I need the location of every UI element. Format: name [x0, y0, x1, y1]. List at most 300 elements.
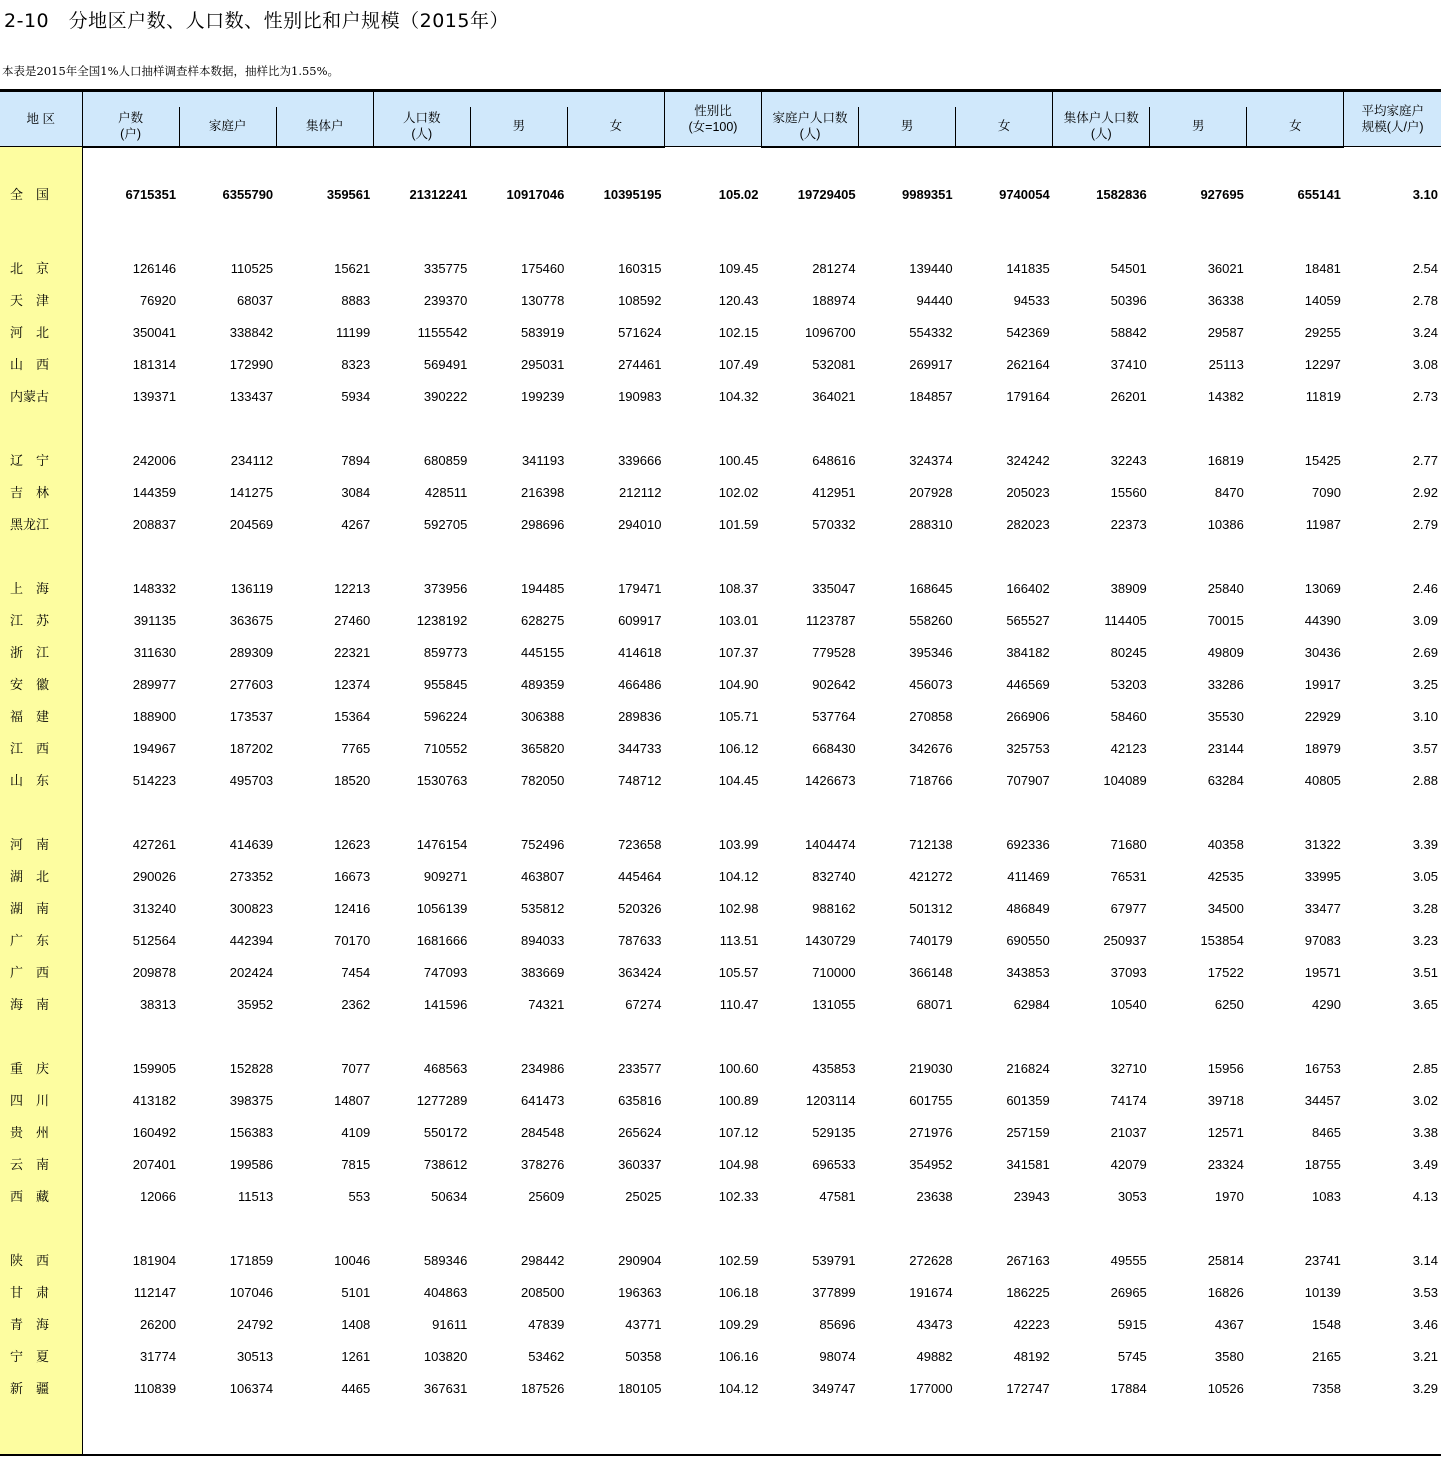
table-cell: 6250 [1214, 996, 1244, 1012]
table-cell: 35952 [237, 996, 274, 1012]
table-cell: 38313 [139, 996, 177, 1012]
table-cell: 11513 [237, 1188, 274, 1204]
table-row [0, 705, 1441, 737]
table-cell: 104.12 [718, 1380, 759, 1396]
table-cell: 565527 [1006, 612, 1050, 628]
table-cell: 4.13 [1412, 1188, 1438, 1204]
table-cell: 102.02 [718, 484, 759, 500]
table-cell: 14807 [334, 1092, 371, 1108]
table-cell: 325753 [1006, 740, 1050, 756]
table-cell: 105.57 [718, 964, 759, 980]
table-cell: 7454 [341, 964, 371, 980]
table-cell: 391135 [133, 612, 177, 628]
table-cell: 126146 [132, 260, 177, 276]
table-cell: 1582836 [1096, 187, 1147, 202]
header-population-female: 女 [567, 107, 664, 147]
table-cell: 216824 [1006, 1060, 1050, 1076]
table-cell: 273352 [229, 868, 274, 884]
table-row [0, 1281, 1441, 1313]
table-cell: 10526 [1207, 1380, 1244, 1396]
table-cell: 3.53 [1412, 1284, 1438, 1300]
table-cell: 1096700 [804, 324, 856, 340]
region-name: 北 京 [0, 257, 82, 289]
table-cell: 18481 [1304, 260, 1341, 276]
table-cell: 26200 [139, 1316, 177, 1332]
table-cell: 349747 [812, 1380, 856, 1396]
table-cell: 250937 [1103, 932, 1147, 948]
region-name: 黑龙江 [0, 513, 82, 545]
region-name: 青 海 [0, 1313, 82, 1345]
region-name: 云 南 [0, 1153, 82, 1185]
table-cell: 2362 [341, 996, 371, 1012]
region-name: 广 西 [0, 961, 82, 993]
table-cell: 9740054 [999, 187, 1050, 202]
header-sex-ratio: 性别比 (女=100) [664, 91, 761, 147]
table-cell: 289977 [132, 676, 177, 692]
table-cell: 30436 [1304, 644, 1341, 660]
table-cell: 324242 [1006, 452, 1050, 468]
table-cell: 1123787 [805, 612, 856, 628]
region-name: 全 国 [0, 147, 82, 257]
table-cell: 233577 [618, 1060, 662, 1076]
table-cell: 927695 [1200, 187, 1244, 202]
table-cell: 37093 [1110, 964, 1147, 980]
table-cell: 601755 [909, 1092, 953, 1108]
table-cell: 49555 [1110, 1252, 1147, 1268]
table-cell: 3.28 [1412, 900, 1438, 916]
table-cell: 105.02 [718, 186, 759, 202]
table-row [0, 1377, 1441, 1409]
table-cell: 641473 [520, 1092, 565, 1108]
table-cell: 1426673 [804, 772, 856, 788]
table-cell: 3084 [341, 484, 371, 500]
table-cell: 1548 [1312, 1316, 1341, 1332]
table-cell: 335775 [423, 260, 468, 276]
table-cell: 54501 [1110, 260, 1147, 276]
table-cell: 67274 [625, 996, 662, 1012]
table-cell: 514223 [132, 772, 177, 788]
table-cell: 21037 [1110, 1124, 1147, 1140]
table-cell: 102.33 [718, 1188, 759, 1204]
table-cell: 3580 [1214, 1348, 1244, 1364]
table-cell: 160315 [618, 260, 662, 276]
table-cell: 23144 [1207, 740, 1244, 756]
table-cell: 696533 [812, 1156, 856, 1172]
table-cell: 68037 [237, 292, 274, 308]
table-cell: 219030 [909, 1060, 953, 1076]
table-cell: 4109 [341, 1124, 371, 1140]
table-cell: 428511 [424, 484, 468, 500]
table-cell: 740179 [909, 932, 953, 948]
table-cell: 265624 [618, 1124, 662, 1140]
table-cell: 180105 [618, 1380, 662, 1396]
table-cell: 107.49 [718, 356, 759, 372]
table-cell: 269917 [909, 356, 953, 372]
table-cell: 148332 [132, 580, 177, 596]
table-cell: 281274 [812, 260, 856, 276]
table-cell: 1083 [1312, 1188, 1341, 1204]
table-cell: 216398 [520, 484, 565, 500]
table-cell: 738612 [423, 1156, 468, 1172]
table-cell: 350041 [132, 324, 177, 340]
table-cell: 712138 [909, 836, 953, 852]
table-cell: 421272 [909, 868, 953, 884]
table-cell: 3.38 [1412, 1124, 1438, 1140]
table-cell: 553 [348, 1188, 371, 1204]
table-cell: 12066 [139, 1188, 177, 1204]
table-cell: 160492 [132, 1124, 177, 1140]
table-cell: 668430 [812, 740, 856, 756]
table-cell: 363424 [618, 964, 662, 980]
table-cell: 10540 [1110, 996, 1147, 1012]
table-cell: 71680 [1110, 836, 1147, 852]
region-name: 辽 宁 [0, 449, 82, 481]
table-cell: 11199 [336, 324, 371, 340]
table-cell: 112147 [133, 1284, 177, 1300]
table-cell: 156383 [229, 1124, 274, 1140]
table-cell: 179471 [618, 580, 662, 596]
table-cell: 36338 [1207, 292, 1244, 308]
table-cell: 6715351 [125, 187, 177, 202]
table-cell: 40358 [1207, 836, 1244, 852]
table-cell: 859773 [423, 644, 468, 660]
table-cell: 1681666 [416, 932, 468, 948]
table-cell: 63284 [1207, 772, 1244, 788]
table-cell: 289309 [229, 644, 274, 660]
table-cell: 257159 [1006, 1124, 1050, 1140]
table-cell: 692336 [1006, 836, 1050, 852]
table-cell: 3.02 [1412, 1092, 1438, 1108]
table-cell: 313240 [132, 900, 177, 916]
table-cell: 12623 [334, 836, 371, 852]
table-cell: 10139 [1304, 1284, 1341, 1300]
table-cell: 199239 [520, 388, 565, 404]
table-cell: 592705 [423, 516, 468, 532]
table-row [0, 1249, 1441, 1281]
table-cell: 33995 [1304, 868, 1341, 884]
table-cell: 1530763 [416, 772, 468, 788]
national-total-row [0, 147, 1441, 257]
table-cell: 363675 [229, 612, 274, 628]
table-cell: 520326 [618, 900, 662, 916]
table-cell: 131055 [812, 996, 856, 1012]
table-cell: 2.78 [1412, 292, 1438, 308]
table-cell: 242006 [132, 452, 177, 468]
table-cell: 35530 [1207, 708, 1244, 724]
table-cell: 91611 [432, 1316, 468, 1332]
table-cell: 341581 [1006, 1156, 1050, 1172]
table-cell: 33286 [1207, 676, 1244, 692]
table-cell: 16826 [1207, 1284, 1244, 1300]
table-cell: 2.77 [1412, 452, 1438, 468]
table-cell: 554332 [909, 324, 953, 340]
table-cell: 748712 [618, 772, 662, 788]
table-cell: 43473 [916, 1316, 953, 1332]
table-row [0, 449, 1441, 481]
table-cell: 542369 [1006, 324, 1050, 340]
table-cell: 74321 [528, 996, 565, 1012]
table-cell: 43771 [625, 1316, 662, 1332]
table-cell: 181904 [132, 1252, 177, 1268]
table-cell: 2.69 [1412, 644, 1438, 660]
table-cell: 300823 [229, 900, 274, 916]
table-cell: 290904 [618, 1252, 662, 1268]
table-cell: 110525 [230, 260, 274, 276]
table-cell: 413182 [132, 1092, 177, 1108]
region-name: 海 南 [0, 993, 82, 1025]
table-cell: 194967 [132, 740, 177, 756]
table-cell: 445464 [618, 868, 662, 884]
table-cell: 172747 [1006, 1380, 1050, 1396]
table-cell: 648616 [812, 452, 856, 468]
table-cell: 190983 [618, 388, 662, 404]
table-cell: 3.08 [1412, 356, 1438, 372]
table-cell: 445155 [520, 644, 565, 660]
table-cell: 104.45 [718, 772, 759, 788]
table-cell: 202424 [229, 964, 274, 980]
table-cell: 49809 [1207, 644, 1244, 660]
table-cell: 207401 [132, 1156, 177, 1172]
table-cell: 103820 [423, 1348, 468, 1364]
table-cell: 24792 [237, 1316, 274, 1332]
table-row [0, 257, 1441, 289]
spacer-row [0, 1409, 1441, 1455]
table-cell: 62984 [1013, 996, 1050, 1012]
table-cell: 208500 [520, 1284, 565, 1300]
table-cell: 2.79 [1412, 516, 1438, 532]
table-cell: 4465 [341, 1380, 371, 1396]
table-cell: 30513 [237, 1348, 274, 1364]
table-cell: 17522 [1207, 964, 1244, 980]
table-cell: 5915 [1117, 1316, 1147, 1332]
table-cell: 53203 [1110, 676, 1147, 692]
header-region: 地 区 [0, 91, 82, 147]
table-cell: 177000 [909, 1380, 953, 1396]
region-name: 湖 北 [0, 865, 82, 897]
table-cell: 16673 [334, 868, 371, 884]
table-cell: 373956 [423, 580, 468, 596]
table-cell: 3.05 [1412, 868, 1438, 884]
table-row [0, 1313, 1441, 1345]
table-cell: 468563 [423, 1060, 468, 1076]
table-cell: 628275 [520, 612, 565, 628]
table-cell: 655141 [1297, 187, 1341, 202]
spacer-row [0, 1217, 1441, 1249]
table-cell: 94440 [916, 292, 953, 308]
table-cell: 3.09 [1412, 612, 1438, 628]
table-row [0, 641, 1441, 673]
header-collective-households: 集体户 [276, 107, 373, 147]
table-row [0, 737, 1441, 769]
table-cell: 5745 [1117, 1348, 1147, 1364]
table-cell: 354952 [909, 1156, 953, 1172]
region-name: 宁 夏 [0, 1345, 82, 1377]
table-cell: 139371 [132, 388, 177, 404]
region-name: 吉 林 [0, 481, 82, 513]
table-cell: 570332 [812, 516, 856, 532]
table-cell: 3.46 [1412, 1316, 1438, 1332]
table-row [0, 673, 1441, 705]
table-row [0, 1057, 1441, 1089]
table-cell: 199586 [229, 1156, 274, 1172]
table-cell: 103.99 [718, 836, 759, 852]
table-cell: 12416 [334, 900, 371, 916]
table-cell: 141596 [423, 996, 468, 1012]
table-cell: 7894 [341, 452, 371, 468]
table-row [0, 897, 1441, 929]
table-cell: 414618 [618, 644, 662, 660]
region-name: 浙 江 [0, 641, 82, 673]
table-cell: 366148 [909, 964, 953, 980]
region-name: 山 西 [0, 353, 82, 385]
region-name: 重 庆 [0, 1057, 82, 1089]
table-cell: 141835 [1006, 260, 1050, 276]
table-cell: 4367 [1214, 1316, 1244, 1332]
table-cell: 187202 [229, 740, 274, 756]
table-cell: 50358 [625, 1348, 662, 1364]
table-cell: 782050 [520, 772, 565, 788]
table-cell: 3.21 [1412, 1348, 1438, 1364]
table-cell: 262164 [1006, 356, 1050, 372]
table-cell: 19729405 [797, 187, 856, 202]
table-cell: 70170 [334, 932, 371, 948]
table-cell: 94533 [1013, 292, 1050, 308]
table-cell: 10046 [334, 1252, 371, 1268]
table-cell: 74174 [1110, 1092, 1147, 1108]
table-cell: 14059 [1304, 292, 1341, 308]
table-cell: 104.98 [718, 1156, 759, 1172]
table-cell: 58460 [1110, 708, 1147, 724]
table-cell: 136119 [230, 580, 274, 596]
table-cell: 106.18 [718, 1284, 759, 1300]
table-cell: 234112 [230, 452, 274, 468]
table-cell: 463807 [520, 868, 565, 884]
table-row [0, 929, 1441, 961]
table-cell: 341193 [521, 452, 565, 468]
table-cell: 173537 [229, 708, 274, 724]
table-cell: 188900 [132, 708, 177, 724]
table-cell: 529135 [812, 1124, 856, 1140]
table-cell: 159905 [132, 1060, 177, 1076]
table-cell: 377899 [812, 1284, 856, 1300]
table-cell: 10386 [1207, 516, 1244, 532]
table-cell: 5934 [341, 388, 371, 404]
table-cell: 110839 [133, 1380, 177, 1396]
region-name: 河 南 [0, 833, 82, 865]
table-cell: 130778 [520, 292, 565, 308]
table-cell: 1203114 [805, 1092, 856, 1108]
table-cell: 383669 [520, 964, 565, 980]
header-population-male: 男 [470, 107, 567, 147]
table-row [0, 289, 1441, 321]
region-name: 西 藏 [0, 1185, 82, 1217]
table-cell: 710000 [812, 964, 856, 980]
table-cell: 109.45 [718, 260, 759, 276]
table-cell: 277603 [229, 676, 274, 692]
table-cell: 76920 [139, 292, 177, 308]
table-cell: 76531 [1110, 868, 1147, 884]
table-cell: 306388 [520, 708, 565, 724]
table-cell: 120.43 [718, 292, 759, 308]
table-cell: 27460 [334, 612, 371, 628]
table-cell: 690550 [1006, 932, 1050, 948]
table-cell: 412951 [812, 484, 856, 500]
table-cell: 12297 [1304, 356, 1341, 372]
table-cell: 23324 [1207, 1156, 1244, 1172]
table-cell: 7765 [341, 740, 371, 756]
table-cell: 1430729 [804, 932, 856, 948]
table-cell: 104.12 [718, 868, 759, 884]
table-cell: 50396 [1110, 292, 1147, 308]
table-cell: 15560 [1110, 484, 1147, 500]
table-cell: 68071 [916, 996, 953, 1012]
table-cell: 537764 [812, 708, 856, 724]
table-cell: 360337 [618, 1156, 662, 1172]
table-cell: 339666 [618, 452, 662, 468]
region-name: 贵 州 [0, 1121, 82, 1153]
table-cell: 104.90 [718, 676, 759, 692]
table-cell: 535812 [520, 900, 565, 916]
table-cell: 153854 [1200, 932, 1244, 948]
table-row [0, 993, 1441, 1025]
table-cell: 5101 [341, 1284, 371, 1300]
table-cell: 13069 [1304, 580, 1341, 596]
table-cell: 359561 [326, 187, 371, 202]
table-cell: 15956 [1207, 1060, 1244, 1076]
table-cell: 601359 [1006, 1092, 1050, 1108]
table-cell: 100.60 [718, 1060, 759, 1076]
table-cell: 635816 [618, 1092, 662, 1108]
table-cell: 787633 [618, 932, 662, 948]
table-cell: 10395195 [603, 187, 662, 202]
table-cell: 274461 [618, 356, 662, 372]
header-family-population-group [762, 91, 1053, 107]
table-cell: 779528 [812, 644, 856, 660]
table-cell: 3.57 [1412, 740, 1438, 756]
table-cell: 104089 [1103, 772, 1147, 788]
table-cell: 18979 [1304, 740, 1341, 756]
header-family-female: 女 [956, 107, 1053, 147]
table-cell: 512564 [132, 932, 177, 948]
table-cell: 747093 [423, 964, 468, 980]
table-cell: 1277289 [416, 1092, 468, 1108]
table-cell: 196363 [618, 1284, 662, 1300]
table-cell: 32710 [1110, 1060, 1147, 1076]
table-note: 本表是2015年全国1%人口抽样调查样本数据，抽样比为1.55%。 [2, 64, 340, 78]
table-cell: 364021 [812, 388, 856, 404]
table-cell: 70015 [1207, 612, 1244, 628]
table-cell: 427261 [132, 836, 177, 852]
table-cell: 7358 [1312, 1380, 1341, 1396]
header-households-group [82, 91, 373, 107]
table-cell: 8465 [1312, 1124, 1341, 1140]
table-cell: 343853 [1006, 964, 1050, 980]
table-cell: 344733 [618, 740, 662, 756]
header-collective-population: 集体户人口数 (人) [1053, 107, 1150, 147]
table-cell: 42123 [1110, 740, 1147, 756]
table-cell: 101.59 [718, 516, 759, 532]
table-cell: 25814 [1207, 1252, 1244, 1268]
table-cell: 583919 [520, 324, 565, 340]
table-cell: 680859 [423, 452, 468, 468]
table-cell: 98074 [819, 1348, 856, 1364]
table-cell: 184857 [909, 388, 953, 404]
table-row [0, 961, 1441, 993]
table-cell: 205023 [1006, 484, 1050, 500]
table-cell: 18755 [1304, 1156, 1341, 1172]
table-cell: 107046 [229, 1284, 274, 1300]
table-cell: 113.51 [719, 932, 759, 948]
